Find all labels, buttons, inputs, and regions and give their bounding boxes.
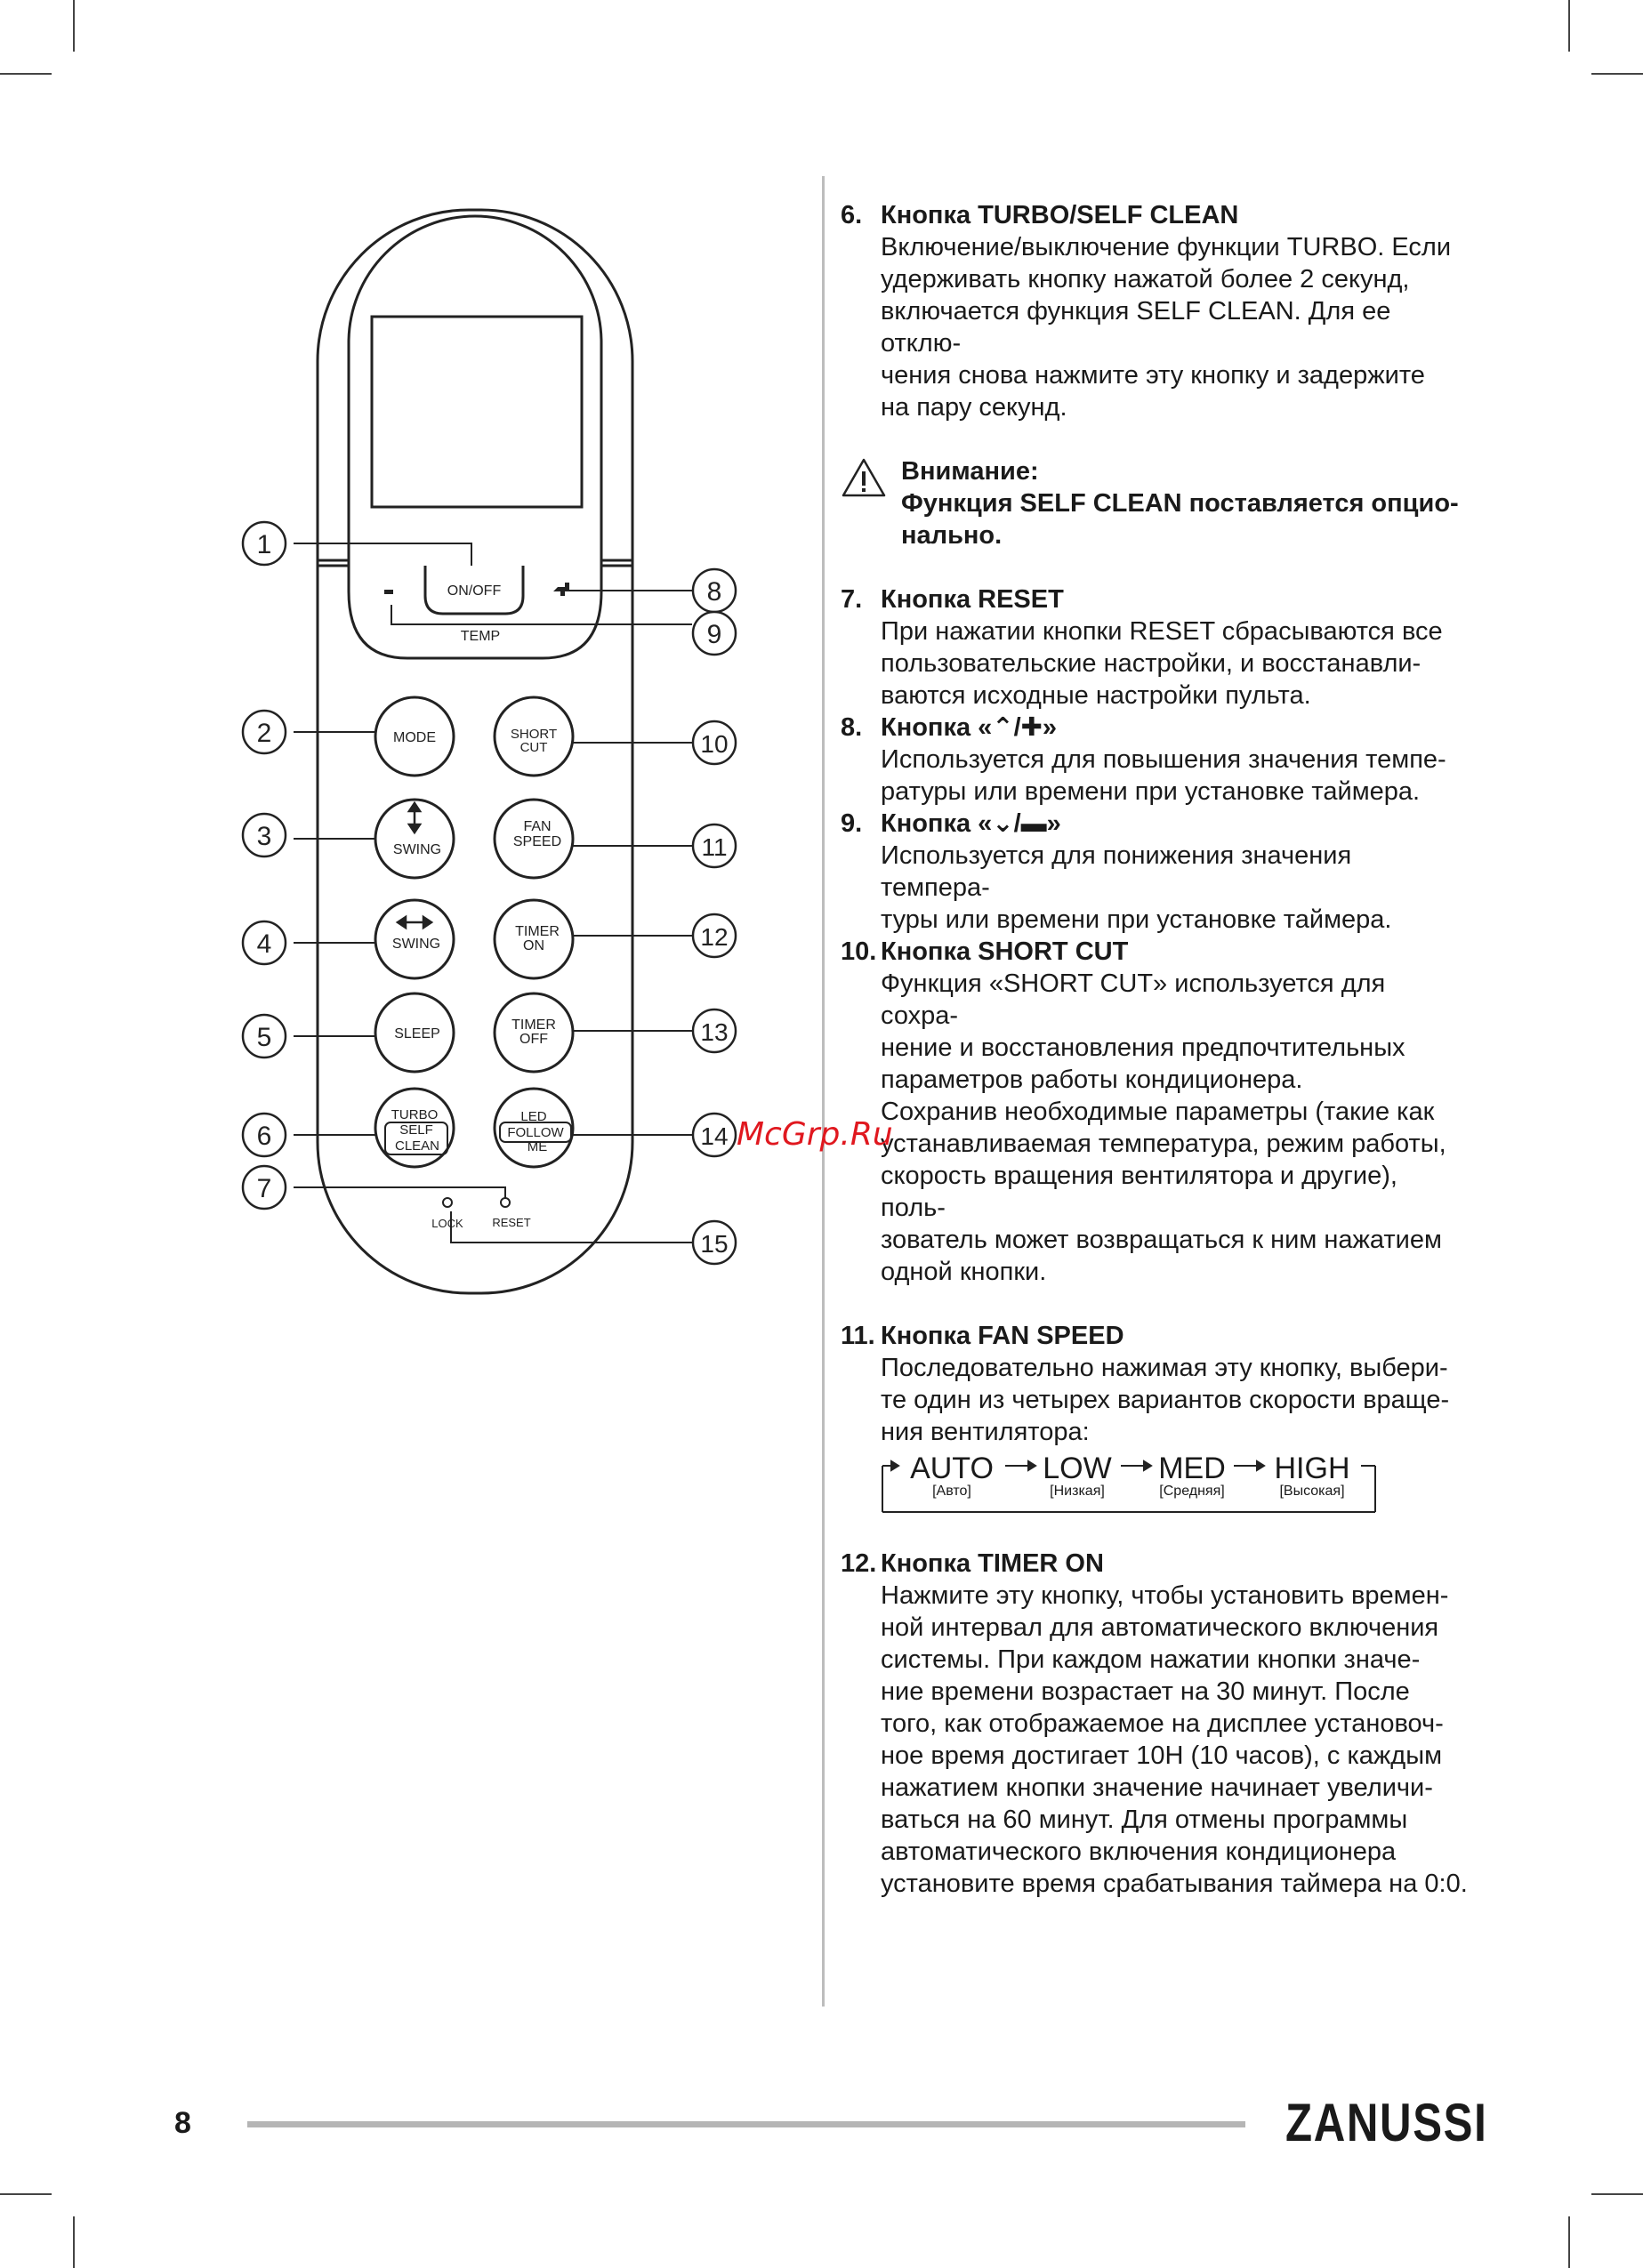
callout-7: 7: [256, 1174, 272, 1203]
callout-11: 11: [701, 833, 728, 861]
warning-line: нально.: [901, 521, 1003, 550]
text-line: ния вентилятора:: [881, 1418, 1090, 1446]
swing-vertical-label: SWING: [392, 842, 442, 857]
text-line: ное время достигает 10H (10 часов), с каждым: [881, 1741, 1443, 1770]
speed-auto: [906, 1453, 998, 1500]
section-number: 11.: [841, 1322, 875, 1350]
text-line: те один из четырех вариантов скорости враще-: [881, 1386, 1450, 1414]
text-line: При нажатии кнопки RESET сбрасываются все: [881, 617, 1443, 646]
text-line: устанавливаемая температура, режим работы,: [881, 1130, 1446, 1158]
section-8: [841, 712, 1468, 808]
text-line: нение и восстановления предпочтительных: [881, 1033, 1405, 1062]
remote-body: [318, 210, 632, 1293]
text-line: параметров работы кондиционера.: [881, 1066, 1303, 1094]
lock-pinhole: [443, 1198, 452, 1207]
text-line: ратуры или времени при установке таймера.: [881, 777, 1421, 806]
speed-word: HIGH: [1274, 1452, 1350, 1485]
fan-speed-label-1: FAN: [523, 819, 552, 834]
section-11: [841, 1320, 1468, 1516]
section-title: Кнопка FAN SPEED: [881, 1322, 1124, 1350]
sleep-label: SLEEP: [394, 1026, 440, 1042]
speed-word: LOW: [1043, 1452, 1112, 1485]
callout-13: 13: [700, 1018, 729, 1046]
fan-speed-cycle-diagram: [881, 1453, 1379, 1516]
section-number: 8.: [841, 713, 863, 742]
section-number: 9.: [841, 809, 863, 838]
crop-mark: [1591, 2193, 1643, 2195]
section-title: Кнопка RESET: [881, 585, 1064, 614]
reset-pinhole: [501, 1198, 510, 1207]
callout-12: 12: [700, 923, 729, 951]
section-6: [841, 199, 1468, 423]
section-number: 12.: [841, 1549, 877, 1578]
text-line: того, как отображаемое на дисплее установоч-: [881, 1709, 1444, 1738]
crop-mark: [1591, 73, 1643, 75]
text-line: нажатием кнопки значение начинает увеличи-: [881, 1773, 1433, 1802]
led-label-3: ME: [527, 1139, 548, 1154]
turbo-label-1: TURBO: [391, 1107, 439, 1122]
warning-icon: [841, 457, 887, 498]
led-label-1: LED: [520, 1109, 547, 1124]
text-line: удерживать кнопку нажатой более 2 секунд,: [881, 265, 1410, 294]
led-label-2: FOLLOW: [507, 1125, 564, 1140]
section-title: Кнопка TIMER ON: [881, 1549, 1104, 1578]
text-line: туры или времени при установке таймера.: [881, 905, 1392, 934]
section-title: Кнопка «⌃/✚»: [881, 713, 1058, 742]
section-7: [841, 583, 1468, 712]
reset-label: RESET: [492, 1216, 531, 1229]
text-line: автоматического включения кондиционера: [881, 1838, 1397, 1866]
page-number: 8: [174, 2106, 191, 2140]
speed-word: MED: [1158, 1452, 1226, 1485]
callout-9: 9: [706, 620, 722, 649]
speed-sub: [Средняя]: [1159, 1484, 1225, 1499]
text-line: Нажмите эту кнопку, чтобы установить времен-: [881, 1581, 1449, 1610]
watermark: McGrp.Ru: [737, 1116, 893, 1153]
text-line: Функция «SHORT CUT» используется для сохра-: [881, 969, 1386, 1030]
section-title: Кнопка SHORT CUT: [881, 937, 1129, 966]
crop-mark: [1568, 0, 1570, 52]
temp-up-button: [553, 583, 569, 596]
remote-display: [372, 317, 582, 507]
text-line: ваются исходные настройки пульта.: [881, 681, 1311, 710]
short-cut-label-1: SHORT: [510, 727, 558, 742]
text-line: Сохранив необходимые параметры (такие как: [881, 1098, 1435, 1126]
swing-horizontal-label: SWING: [391, 937, 441, 952]
text-line: Используется для понижения значения темпера-: [881, 841, 1352, 902]
text-line: чения снова нажмите эту кнопку и задержите: [881, 361, 1425, 390]
text-line: Последовательно нажимая эту кнопку, выбери-: [881, 1354, 1448, 1382]
section-number: 6.: [841, 201, 863, 229]
crop-mark: [1568, 2216, 1570, 2268]
column-divider: [822, 176, 825, 2007]
warning-title: Внимание:: [901, 457, 1039, 486]
section-number: 7.: [841, 585, 863, 614]
callout-5: 5: [256, 1023, 272, 1052]
callout-6: 6: [256, 1122, 272, 1151]
temp-down-button: [384, 590, 393, 594]
mode-label: MODE: [393, 730, 436, 745]
text-line: зователь может возвращаться к ним нажатием: [881, 1226, 1442, 1254]
remote-control-illustration: [0, 0, 822, 1334]
callout-4: 4: [256, 929, 272, 959]
text-line: на пару секунд.: [881, 393, 1067, 422]
timer-on-label-1: TIMER: [515, 924, 560, 939]
brand-logo: ZANUSSI: [1285, 2093, 1488, 2152]
callout-14: 14: [700, 1122, 729, 1150]
text-line: пользовательские настройки, и восстанавли-: [881, 649, 1422, 678]
turbo-label-2: SELF: [399, 1122, 433, 1138]
speed-sub: [Низкая]: [1050, 1484, 1105, 1499]
timer-off-label-2: OFF: [519, 1032, 548, 1047]
temp-label: TEMP: [460, 629, 501, 644]
section-10: [841, 936, 1468, 1288]
text-line: скорость вращения вентилятора и другие), поль-: [881, 1162, 1397, 1222]
warning-line: Функция SELF CLEAN поставляется опцио-: [901, 489, 1459, 518]
text-line: системы. При каждом нажатии кнопки значе-: [881, 1645, 1421, 1674]
section-title: Кнопка TURBO/SELF CLEAN: [881, 201, 1239, 229]
fan-speed-label-2: SPEED: [512, 834, 562, 849]
timer-off-label-1: TIMER: [511, 1017, 556, 1033]
text-line: ной интервал для автоматического включения: [881, 1613, 1439, 1642]
footer-rule: [247, 2121, 1245, 2127]
text-line: ние времени возрастает на 30 минут. После: [881, 1677, 1410, 1706]
section-9: [841, 808, 1468, 936]
section-12: [841, 1548, 1468, 1900]
speed-sub: [Высокая]: [1279, 1484, 1345, 1499]
speed-sub: [Авто]: [932, 1484, 971, 1499]
text-column: [841, 199, 1468, 1900]
crop-mark: [73, 2216, 75, 2268]
callout-10: 10: [700, 730, 729, 758]
crop-mark: [0, 2193, 52, 2195]
short-cut-label-2: CUT: [519, 740, 548, 755]
callout-8: 8: [706, 577, 722, 607]
warning-block: [841, 455, 1468, 551]
text-line: Используется для повышения значения темпе-: [881, 745, 1446, 774]
section-number: 10.: [841, 937, 877, 966]
text-line: Включение/выключение функции TURBO. Если: [881, 233, 1452, 261]
text-line: одной кнопки.: [881, 1258, 1047, 1286]
section-title: Кнопка «⌄/▬»: [881, 809, 1061, 838]
text-line: ваться на 60 минут. Для отмены программы: [881, 1806, 1408, 1834]
text-line: установите время срабатывания таймера на 0:0.: [881, 1870, 1468, 1898]
on-off-label: ON/OFF: [447, 583, 502, 599]
speed-high: [1267, 1453, 1357, 1500]
callout-1: 1: [256, 530, 272, 559]
callout-2: 2: [256, 719, 272, 748]
speed-low: [1039, 1453, 1115, 1500]
turbo-label-3: CLEAN: [394, 1138, 440, 1154]
text-line: включается функция SELF CLEAN. Для ее отклю-: [881, 297, 1391, 358]
speed-word: AUTO: [910, 1452, 994, 1485]
callout-15: 15: [700, 1230, 729, 1258]
lock-label: LOCK: [431, 1217, 463, 1230]
callout-3: 3: [256, 822, 272, 851]
timer-on-label-2: ON: [523, 938, 544, 953]
speed-med: [1153, 1453, 1231, 1500]
